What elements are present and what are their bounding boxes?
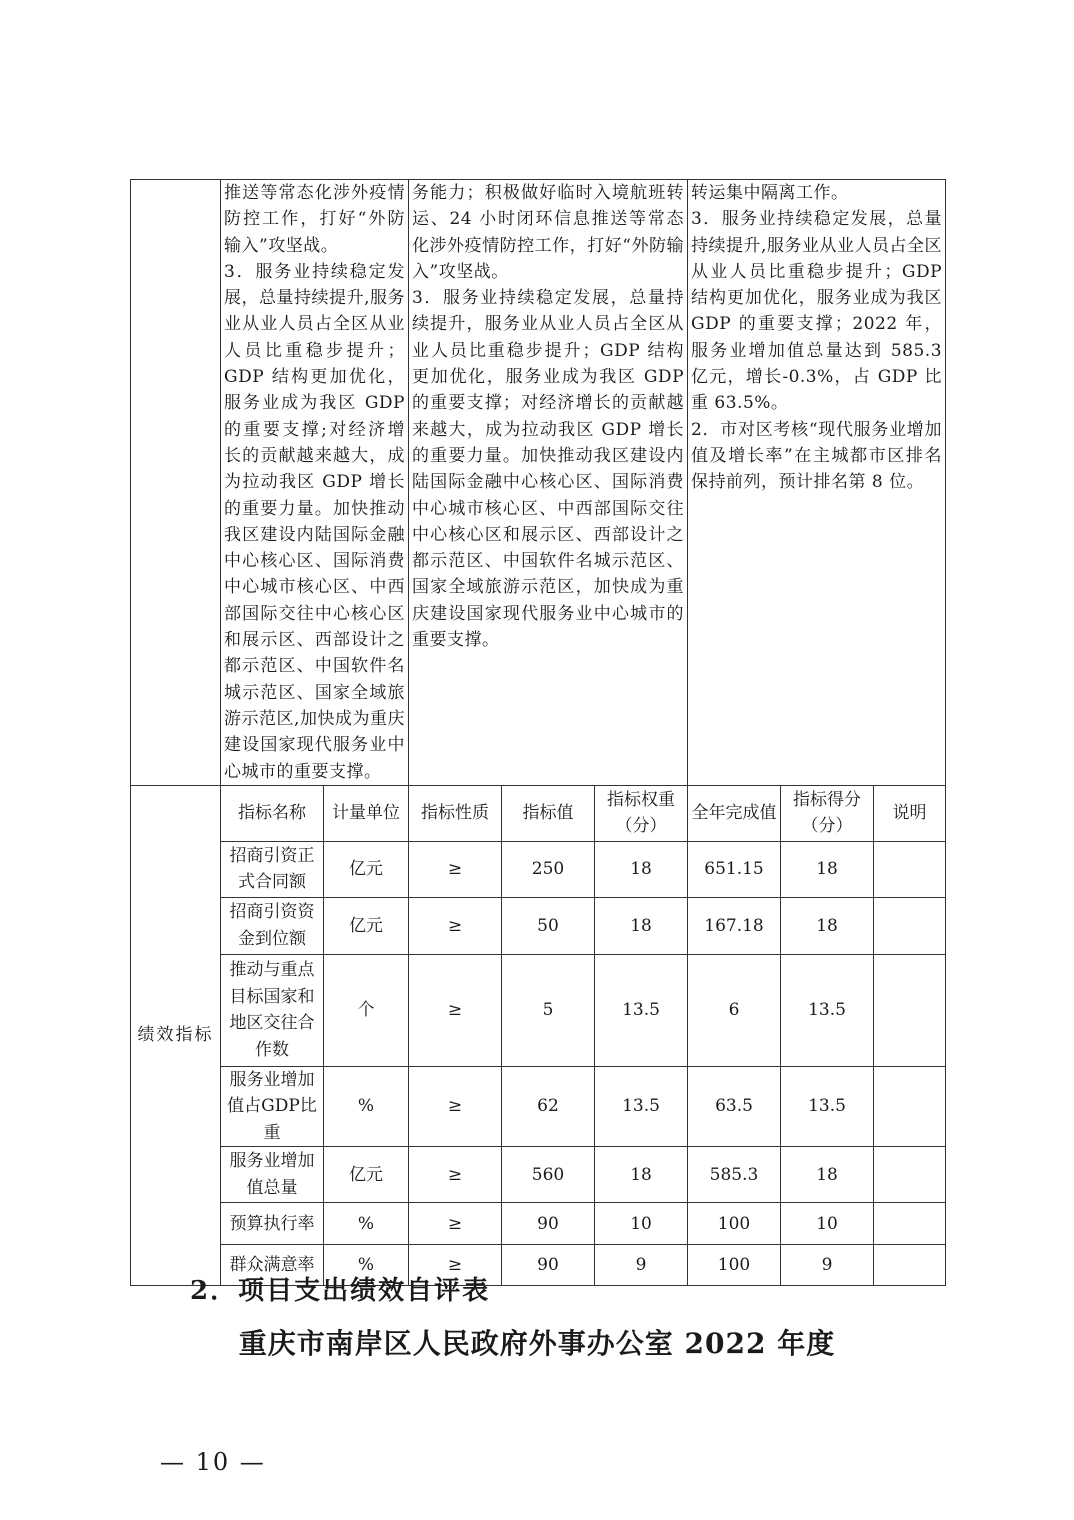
- weight-cell: 18: [595, 841, 688, 897]
- note-cell: [874, 841, 946, 897]
- unit-cell: 亿元: [324, 841, 409, 897]
- header-cell: 说明: [874, 785, 946, 841]
- table-row: [131, 1147, 946, 1203]
- table-row: [131, 954, 946, 1066]
- indicator-name: 群众满意率: [221, 1245, 324, 1286]
- unit-cell: %: [324, 1203, 409, 1245]
- actual-cell: 100: [688, 1245, 781, 1286]
- weight-cell: 18: [595, 1147, 688, 1203]
- weight-cell: 9: [595, 1245, 688, 1286]
- target-cell: 62: [502, 1066, 595, 1147]
- indicator-name: 招商引资资金到位额: [221, 897, 324, 954]
- indicator-header-row: [131, 785, 946, 841]
- indicator-name: 推动与重点目标国家和地区交往合作数: [221, 954, 324, 1066]
- indicator-name: 预算执行率: [221, 1203, 324, 1245]
- nature-cell: ≥: [409, 1203, 502, 1245]
- target-cell: 560: [502, 1147, 595, 1203]
- header-cell: 全年完成值: [688, 785, 781, 841]
- note-cell: [874, 1203, 946, 1245]
- note-cell: [874, 954, 946, 1066]
- nature-cell: ≥: [409, 954, 502, 1066]
- target-cell: 250: [502, 841, 595, 897]
- weight-cell: 18: [595, 897, 688, 954]
- header-cell: 指标性质: [409, 785, 502, 841]
- note-cell: [874, 1066, 946, 1147]
- goals-text-1: 推送等常态化涉外疫情防控工作，打好“外防输入”攻坚战。 3．服务业持续稳定发展，总量持续提升,服务业从业人员占全区从业人员比重稳步提升；GDP 结构更加优化，服务业成为我区 GDP 的重要支撑;对经济增长的贡献越来越大，成为拉动我区 GDP 增长的重要力量。加快推动我区建设内陆国际金融中心核心区、国际消费中心城市核心区、中西部国际交往中心核心区和展示区、西部设计之都示范区、中国软件名城示范区、国家全域旅游示范区,加快成为重庆建设国家现代服务业中心城市的重要支撑。: [224, 183, 405, 782]
- header-cell: 指标得分（分）: [781, 785, 874, 841]
- table-row: [131, 897, 946, 954]
- actual-cell: 651.15: [688, 841, 781, 897]
- goals-cell-2: [409, 180, 688, 786]
- score-cell: 9: [781, 1245, 874, 1286]
- goals-row: [131, 180, 946, 786]
- nature-cell: ≥: [409, 1066, 502, 1147]
- nature-cell: ≥: [409, 897, 502, 954]
- note-cell: [874, 897, 946, 954]
- unit-cell: %: [324, 1066, 409, 1147]
- actual-cell: 6: [688, 954, 781, 1066]
- nature-cell: ≥: [409, 1147, 502, 1203]
- goals-label-cell: [131, 180, 221, 786]
- target-cell: 90: [502, 1203, 595, 1245]
- actual-cell: 63.5: [688, 1066, 781, 1147]
- actual-cell: 585.3: [688, 1147, 781, 1203]
- header-cell: 指标名称: [221, 785, 324, 841]
- document-title: 重庆市南岸区人民政府外事办公室 2022 年度: [238, 1327, 836, 1360]
- target-cell: 5: [502, 954, 595, 1066]
- table-row: [131, 1203, 946, 1245]
- header-cell: 指标值: [502, 785, 595, 841]
- note-cell: [874, 1245, 946, 1286]
- score-cell: 10: [781, 1203, 874, 1245]
- weight-cell: 13.5: [595, 1066, 688, 1147]
- actual-cell: 167.18: [688, 897, 781, 954]
- goals-text-2: 务能力；积极做好临时入境航班转运、24 小时闭环信息推送等常态化涉外疫情防控工作，打好“外防输入”攻坚战。 3．服务业持续稳定发展，总量持续提升，服务业从业人员占全区从业人员比重稳步提升；GDP 结构更加优化，服务业成为我区 GDP 的重要支撑；对经济增长的贡献越来越大，成为拉动我区 GDP 增长的重要力量。加快推动我区建设内陆国际金融中心核心区、国际消费中心城市核心区、中西部国际交往中心核心区和展示区、西部设计之都示范区、中国软件名城示范区、国家全域旅游示范区，加快成为重庆建设国家现代服务业中心城市的重要支撑。: [412, 183, 685, 651]
- indicator-name: 招商引资正式合同额: [221, 841, 324, 897]
- indicator-name: 服务业增加值总量: [221, 1147, 324, 1203]
- score-cell: 18: [781, 841, 874, 897]
- header-cell: 指标权重（分）: [595, 785, 688, 841]
- section-heading: 2．项目支出绩效自评表: [190, 1276, 491, 1306]
- unit-cell: 个: [324, 954, 409, 1066]
- score-cell: 13.5: [781, 1066, 874, 1147]
- unit-cell: %: [324, 1245, 409, 1286]
- weight-cell: 13.5: [595, 954, 688, 1066]
- score-cell: 13.5: [781, 954, 874, 1066]
- goals-cell-3: [688, 180, 946, 786]
- page-number: — 10 —: [160, 1448, 266, 1476]
- header-cell: 计量单位: [324, 785, 409, 841]
- score-cell: 18: [781, 1147, 874, 1203]
- section-label: 绩效指标: [131, 785, 221, 1286]
- indicator-name: 服务业增加值占GDP比重: [221, 1066, 324, 1147]
- table-row: [131, 1066, 946, 1147]
- goals-text-3: 转运集中隔离工作。 3．服务业持续稳定发展，总量持续提升,服务业从业人员占全区从业人员比重稳步提升；GDP 结构更加优化，服务业成为我区 GDP 的重要支撑；2022 年，服务业增加值总量达到 585.3 亿元，增长-0.3%，占 GDP 比重 63.5%。 2．市对区考核“现代服务业增加值及增长率”在主城都市区排名保持前列，预计排名第 8 位。: [691, 183, 943, 493]
- unit-cell: 亿元: [324, 1147, 409, 1203]
- nature-cell: ≥: [409, 1245, 502, 1286]
- weight-cell: 10: [595, 1203, 688, 1245]
- note-cell: [874, 1147, 946, 1203]
- target-cell: 90: [502, 1245, 595, 1286]
- unit-cell: 亿元: [324, 897, 409, 954]
- goals-cell-1: [221, 180, 409, 786]
- performance-table: [130, 179, 946, 1286]
- actual-cell: 100: [688, 1203, 781, 1245]
- score-cell: 18: [781, 897, 874, 954]
- nature-cell: ≥: [409, 841, 502, 897]
- target-cell: 50: [502, 897, 595, 954]
- table-row: [131, 841, 946, 897]
